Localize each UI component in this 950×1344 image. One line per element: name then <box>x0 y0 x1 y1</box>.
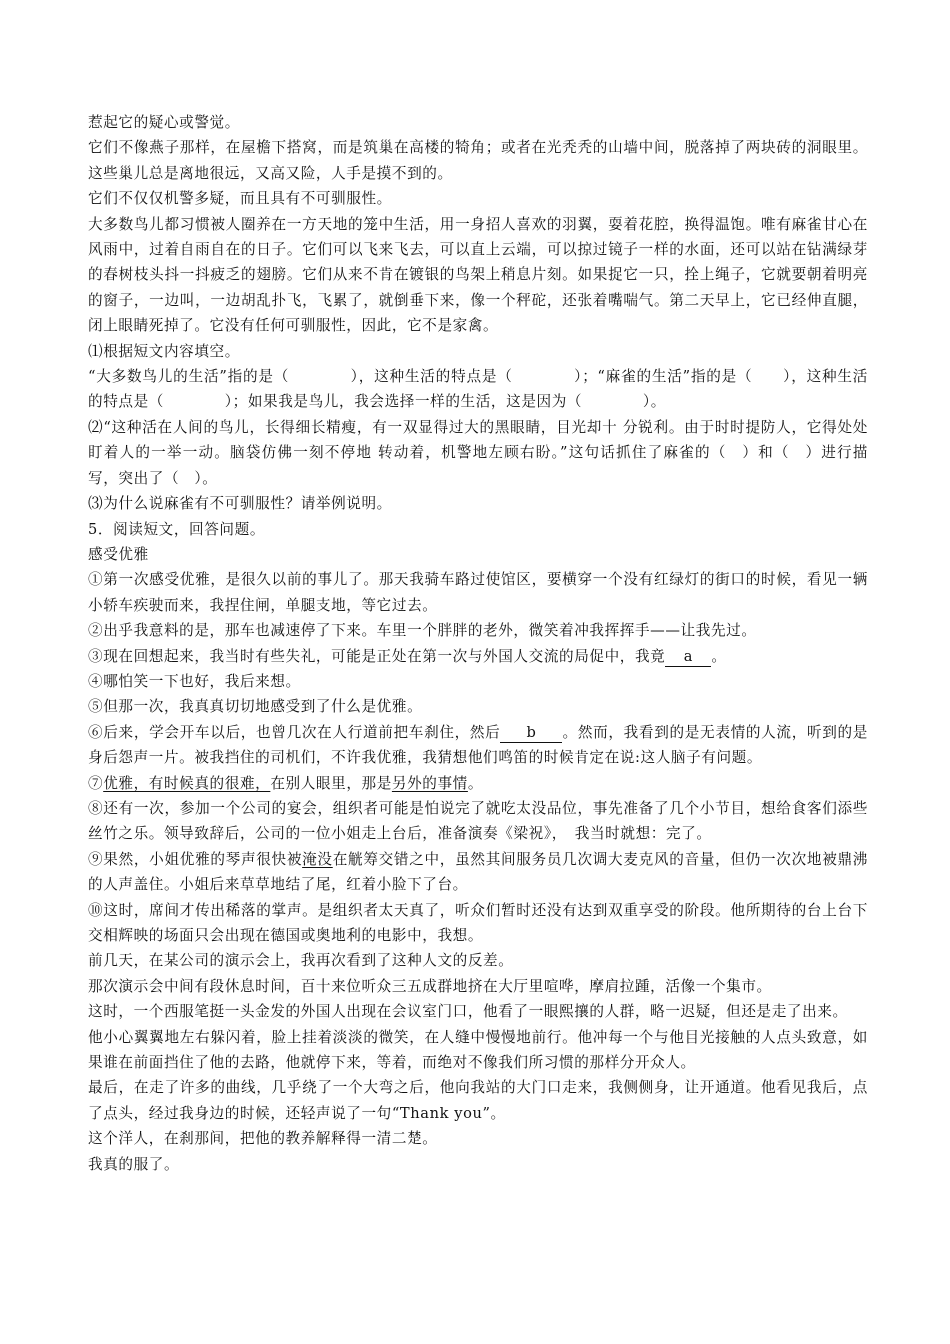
question-1-fill: “大多数鸟儿的生活”指的是（ ），这种生活的特点是（ ）；“麻雀的生活”指的是（ ），这种生活的特点是（ ）；如果我是鸟儿，我会选择一样的生活，这是因为（ ）。 <box>88 368 868 411</box>
question-2: ⑵“这种活在人间的鸟儿，长得细长精瘦，有一双显得过大的黑眼睛，目光却十 分锐利。由于时时提防人，它得处处盯着人的一举一动。脑袋仿佛一刻不停地 转动着，机警地左顾右盼。”这句话抓住了麻雀的（ ）和（ ）进行描写，突出了（ ）。 <box>88 418 868 487</box>
article-title: 感受优雅 <box>88 545 149 563</box>
paragraph: 惹起它的疑心或警觉。 <box>88 114 240 131</box>
underlined-word: 淹没 <box>302 850 333 868</box>
question-1: ⑴根据短文内容填空。 <box>88 342 240 360</box>
blank-b: b <box>500 724 562 743</box>
paragraph: 前几天，在某公司的演示会上，我再次看到了这种人文的反差。 <box>88 952 514 970</box>
paragraph: 我真的服了。 <box>88 1155 180 1173</box>
paragraph-1: ①第一次感受优雅，是很久以前的事儿了。那天我骑车路过使馆区，要横穿一个没有红绿灯的街口的时候，看见一辆小轿车疾驶而来，我捏住闸，单腿支地，等它过去。 <box>88 571 868 614</box>
underlined-phrase: 另外的事情 <box>391 774 468 792</box>
section-5-heading: 5．阅读短文，回答问题。 <box>88 520 266 538</box>
paragraph-8: ⑧还有一次，参加一个公司的宴会，组织者可能是怕说完了就吃太没品位，事先准备了几个小节目，想给食客们添些丝竹之乐。领导致辞后，公司的一位小姐走上台后，准备演奏《梁祝》， 我当时就想：完了。 <box>88 799 868 843</box>
paragraph: 它们不像燕子那样，在屋檐下搭窝，而是筑巢在高楼的犄角；或者在光秃秃的山墙中间，脱落掉了两块砖的洞眼里。这些巢儿总是离地很远，又高又险，人手是摸不到的。 <box>88 139 868 182</box>
paragraph: 大多数鸟儿都习惯被人圈养在一方天地的笼中生活，用一身招人喜欢的羽翼，耍着花腔，换得温饱。唯有麻雀甘心在风雨中，过着自雨自在的日子。它们可以飞来飞去，可以直上云端，可以掠过镜子一样的水面，还可以站在钻满绿芽的春树枝头抖一抖疲乏的翅膀。它们从来不肯在镀银的鸟架上稍息片刻。如果捉它一只，拴上绳子，它就要朝着明亮的窗子，一边叫，一边胡乱扑飞，飞累了，就倒垂下来，像一个秤砣，还张着嘴喘气。第二天早上，它已经伸直腿，闭上眼睛死掉了。它没有任何可驯服性，因此，它不是家禽。 <box>88 215 868 335</box>
underlined-phrase: 优雅，有时候真的很难， <box>103 774 271 792</box>
document-page <box>88 110 868 1177</box>
paragraph: 他小心翼翼地左右躲闪着，脸上挂着淡淡的微笑，在人缝中慢慢地前行。他冲每一个与他目光接触的人点头致意，如果谁在前面挡住了他的去路，他就停下来，等着，而绝对不像我们所习惯的那样分开众人。 <box>88 1028 868 1072</box>
paragraph-9: ⑨果然，小姐优雅的琴声很快被淹没在觥筹交错之中，虽然其间服务员几次调大麦克风的音量，但仍一次次地被鼎沸的人声盖住。小姐后来草草地结了尾，红着小脸下了台。 <box>88 850 868 894</box>
paragraph-7: ⑦优雅，有时候真的很难，在别人眼里，那是另外的事情。 <box>88 774 484 792</box>
paragraph: 那次演示会中间有段休息时间，百十来位听众三五成群地挤在大厅里喧哗，摩肩拉踵，活像一个集市。 <box>88 977 772 995</box>
question-3: ⑶为什么说麻雀有不可驯服性？请举例说明。 <box>88 495 392 513</box>
paragraph-5: ⑤但那一次，我真真切切地感受到了什么是优雅。 <box>88 698 423 716</box>
paragraph-2: ②出乎我意料的是，那车也减速停了下来。车里一个胖胖的老外，微笑着冲我挥挥手——让我先过。 <box>88 622 757 640</box>
paragraph: 这时，一个西服笔挺一头金发的外国人出现在会议室门口，他看了一眼熙攘的人群，略一迟疑，但还是走了出来。 <box>88 1003 848 1021</box>
paragraph: 这个洋人，在刹那间，把他的教养解释得一清二楚。 <box>88 1130 438 1148</box>
paragraph-3: ③现在回想起来，我当时有些失礼，可能是正处在第一次与外国人交流的局促中，我竟 a 。 <box>88 647 727 665</box>
paragraph-4: ④哪怕笑一下也好，我后来想。 <box>88 672 301 690</box>
paragraph-6: ⑥后来，学会开车以后，也曾几次在人行道前把车刹住，然后 b 。然而，我看到的是无表情的人流，听到的是身后怨声一片。被我挡住的司机们，不许我优雅，我猜想他们鸣笛的时候肯定在说:这人脑子有问题。 <box>88 723 868 767</box>
paragraph: 最后，在走了许多的曲线，几乎绕了一个大弯之后，他向我站的大门口走来，我侧侧身，让开通道。他看见我后，点了点头，经过我身边的时候，还轻声说了一句“Thank you”。 <box>88 1079 868 1122</box>
paragraph: 它们不仅仅机警多疑，而且具有不可驯服性。 <box>88 190 392 208</box>
blank-a: a <box>665 648 711 667</box>
paragraph-10: ⑩这时，席间才传出稀落的掌声。是组织者太天真了，听众们暂时还没有达到双重享受的阶段。他所期待的台上台下交相辉映的场面只会出现在德国或奥地利的电影中，我想。 <box>88 901 868 944</box>
